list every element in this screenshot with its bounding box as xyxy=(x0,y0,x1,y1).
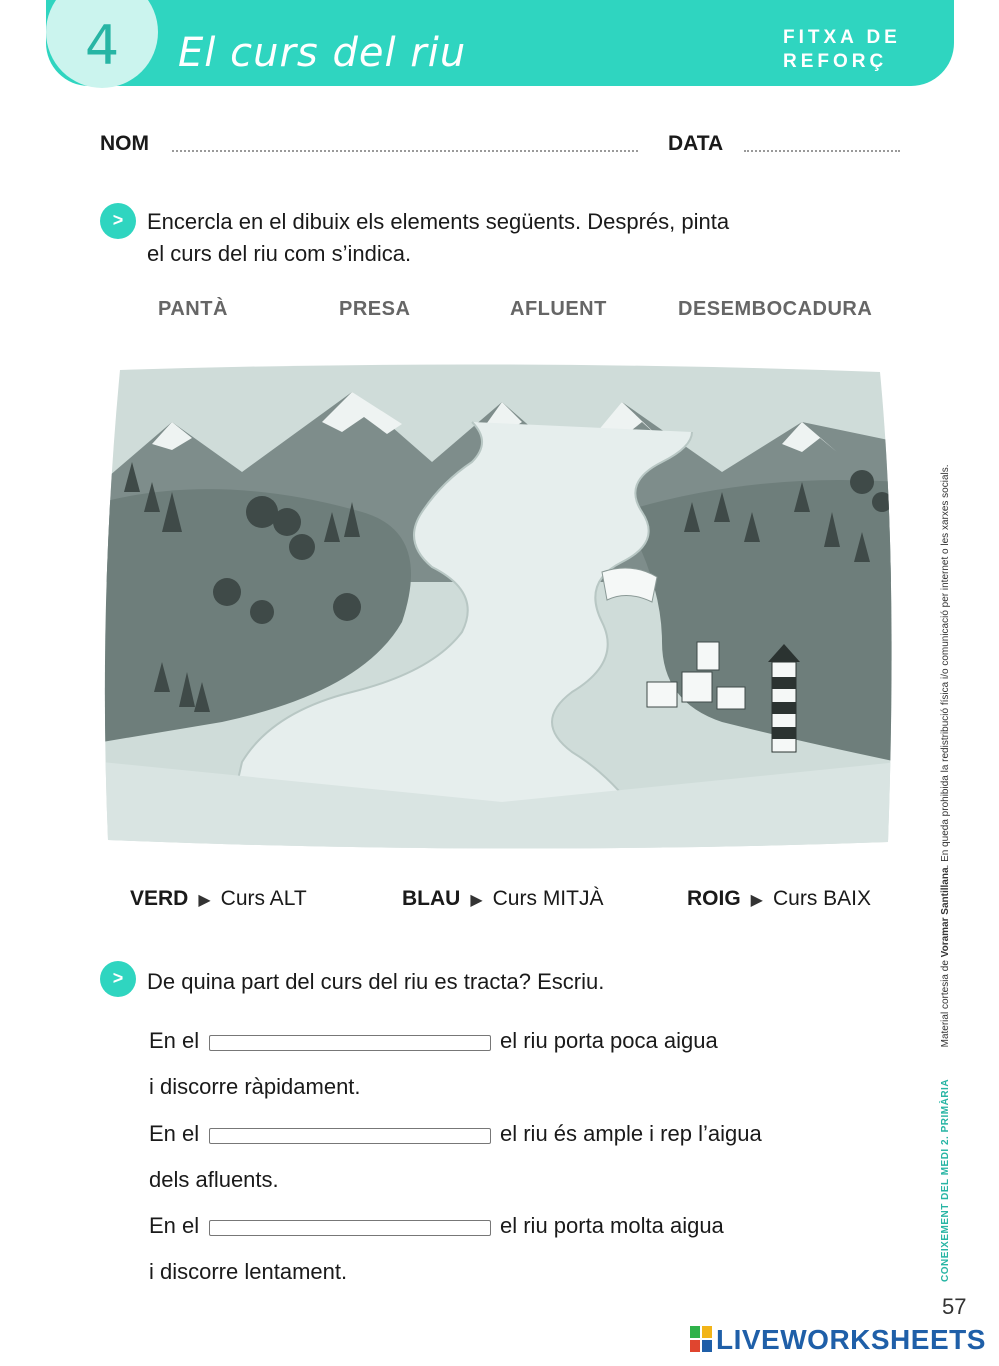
date-label: DATA xyxy=(668,132,724,155)
exercise-1-instruction xyxy=(147,206,729,270)
date-field[interactable] xyxy=(744,150,900,152)
legend-verd xyxy=(130,887,307,911)
side-credit-pre: Material cortesia de xyxy=(940,957,951,1048)
legend-label-mitja: Curs MITJÀ xyxy=(492,887,604,910)
legend-blau xyxy=(402,887,603,911)
item-1-continuation: i discorre ràpidament. xyxy=(149,1074,361,1099)
exercise-1-bullet: > xyxy=(100,203,136,239)
side-credit xyxy=(940,402,951,1282)
exercise-1-line-2: el curs del riu com s’indica. xyxy=(147,241,412,266)
legend-color-blau: BLAU xyxy=(402,887,461,910)
worksheet-type-badge xyxy=(783,26,913,74)
river-illustration[interactable] xyxy=(102,362,898,850)
item-3-suffix: el riu porta molta aigua xyxy=(500,1213,724,1238)
name-label: NOM xyxy=(100,132,149,155)
legend-color-roig: ROIG xyxy=(687,887,741,910)
word-afluent: AFLUENT xyxy=(510,298,607,320)
lighthouse xyxy=(768,644,800,752)
item-3-prefix: En el xyxy=(149,1213,200,1238)
word-desembocadura: DESEMBOCADURA xyxy=(678,298,873,320)
legend-roig xyxy=(687,887,871,911)
word-presa: PRESA xyxy=(339,298,411,320)
item-2-prefix: En el xyxy=(149,1121,200,1146)
unit-number: 4 xyxy=(46,0,158,88)
arrow-right-icon: ▶ xyxy=(198,892,211,909)
answer-input-1[interactable] xyxy=(209,1035,491,1051)
word-panta: PANTÀ xyxy=(158,298,228,320)
page-number: 57 xyxy=(942,1294,967,1319)
legend-label-alt: Curs ALT xyxy=(220,887,307,910)
name-field[interactable] xyxy=(172,150,638,152)
exercise-2-bullet: > xyxy=(100,961,136,997)
item-3-continuation: i discorre lentament. xyxy=(149,1259,348,1284)
badge-line-2: REFORÇ xyxy=(783,51,888,72)
page-title: El curs del riu xyxy=(178,30,467,76)
answer-input-2[interactable] xyxy=(209,1128,491,1144)
answer-input-3[interactable] xyxy=(209,1220,491,1236)
item-1-prefix: En el xyxy=(149,1028,200,1053)
side-subject: CONEIXEMENT DEL MEDI 2. PRIMÀRIA xyxy=(940,1078,951,1282)
side-credit-brand: Voramar Santillana xyxy=(940,867,951,958)
badge-line-1: FITXA DE xyxy=(783,27,901,48)
liveworksheets-logo-icon xyxy=(690,1326,712,1352)
exercise-2-instruction: De quina part del curs del riu es tracta? Escriu. xyxy=(147,969,605,994)
item-2-suffix: el riu és ample i rep l’aigua xyxy=(500,1121,762,1146)
liveworksheets-watermark[interactable] xyxy=(690,1324,986,1356)
item-1-suffix: el riu porta poca aigua xyxy=(500,1028,718,1053)
arrow-right-icon: ▶ xyxy=(470,892,483,909)
watermark-text: LIVEWORKSHEETS xyxy=(716,1324,986,1355)
exercise-1-line-1: Encercla en el dibuix els elements següents. Després, pinta xyxy=(147,209,730,234)
legend-color-verd: VERD xyxy=(130,887,189,910)
side-credit-post: . En queda prohibida la redistribució física i/o comunicació per internet o les xarxes socials. xyxy=(940,464,951,868)
item-2-continuation: dels afluents. xyxy=(149,1167,279,1192)
legend-label-baix: Curs BAIX xyxy=(772,887,872,910)
arrow-right-icon: ▶ xyxy=(750,892,763,909)
